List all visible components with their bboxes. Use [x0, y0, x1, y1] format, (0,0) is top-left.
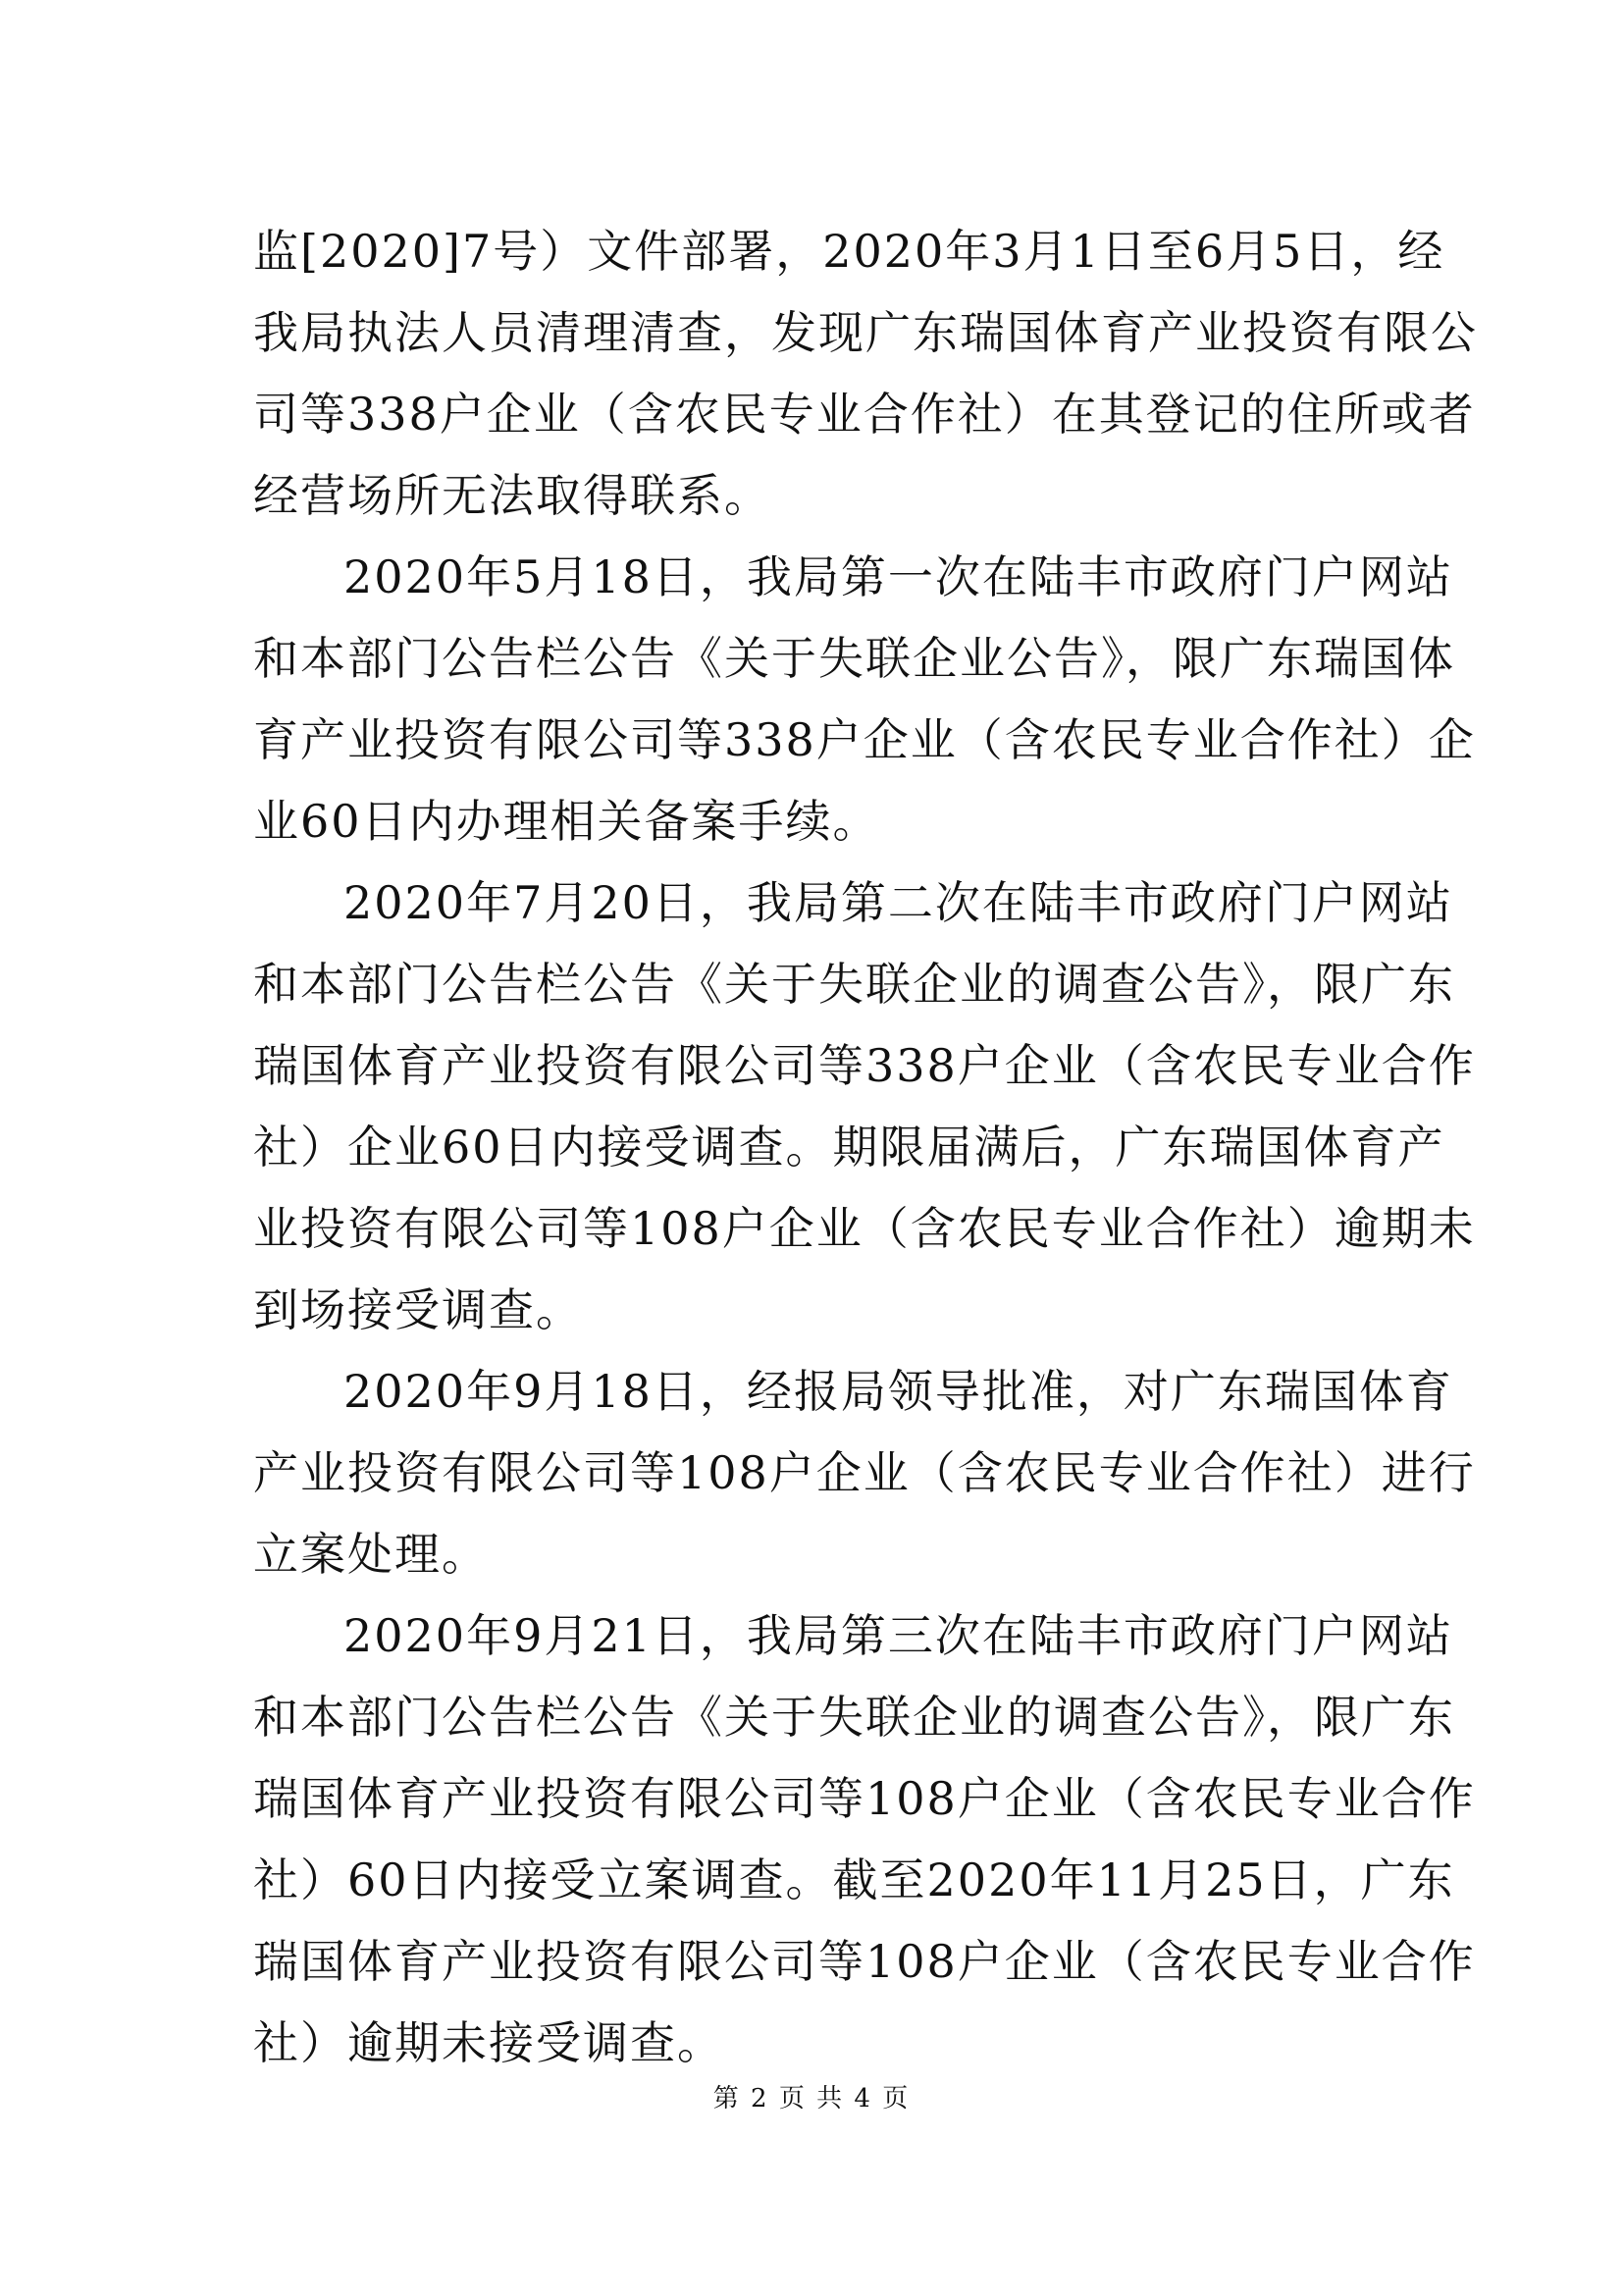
text-line: 业60日内办理相关备案手续。 — [253, 795, 880, 848]
document-body — [253, 211, 1478, 2084]
text-line: 和本部门公告栏公告《关于失联企业的调查公告》，限广东 — [253, 958, 1455, 1011]
text-line: 到场接受调查。 — [253, 1283, 583, 1336]
paragraph-1 — [253, 211, 1478, 537]
text-line: 经营场所无法取得联系。 — [253, 469, 771, 522]
text-line: 2020年9月21日，我局第三次在陆丰市政府门户网站 — [343, 1609, 1453, 1662]
text-line: 监[2020]7号）文件部署，2020年3月1日至6月5日，经 — [253, 225, 1445, 278]
text-line: 瑞国体育产业投资有限公司等338户企业（含农民专业合作 — [253, 1039, 1476, 1092]
text-line: 司等338户企业（含农民专业合作社）在其登记的住所或者 — [253, 388, 1476, 441]
paragraph-5 — [253, 1595, 1476, 2084]
text-line: 我局执法人员清理清查，发现广东瑞国体育产业投资有限公 — [253, 306, 1478, 359]
text-line: 育产业投资有限公司等338户企业（含农民专业合作社）企 — [253, 713, 1476, 766]
text-line: 社）企业60日内接受调查。期限届满后，广东瑞国体育产 — [253, 1121, 1445, 1174]
text-line: 产业投资有限公司等108户企业（含农民专业合作社）进行 — [253, 1446, 1476, 1499]
text-line: 2020年5月18日，我局第一次在陆丰市政府门户网站 — [343, 550, 1453, 603]
page-number-footer: 第 2 页 共 4 页 — [712, 2084, 911, 2113]
text-line: 社）60日内接受立案调查。截至2020年11月25日，广东 — [253, 1853, 1455, 1906]
paragraph-2 — [253, 537, 1476, 862]
paragraph-3 — [253, 862, 1476, 1351]
paragraph-4 — [253, 1351, 1476, 1595]
text-line: 和本部门公告栏公告《关于失联企业公告》，限广东瑞国体 — [253, 632, 1455, 685]
text-line: 2020年7月20日，我局第二次在陆丰市政府门户网站 — [343, 876, 1453, 929]
text-line: 业投资有限公司等108户企业（含农民专业合作社）逾期未 — [253, 1202, 1476, 1255]
text-line: 瑞国体育产业投资有限公司等108户企业（含农民专业合作 — [253, 1772, 1476, 1825]
text-line: 立案处理。 — [253, 1528, 489, 1581]
text-line: 瑞国体育产业投资有限公司等108户企业（含农民专业合作 — [253, 1935, 1476, 1988]
text-line: 社）逾期未接受调查。 — [253, 2016, 724, 2069]
text-line: 和本部门公告栏公告《关于失联企业的调查公告》，限广东 — [253, 1691, 1455, 1744]
text-line: 2020年9月18日，经报局领导批准，对广东瑞国体育 — [343, 1365, 1453, 1418]
